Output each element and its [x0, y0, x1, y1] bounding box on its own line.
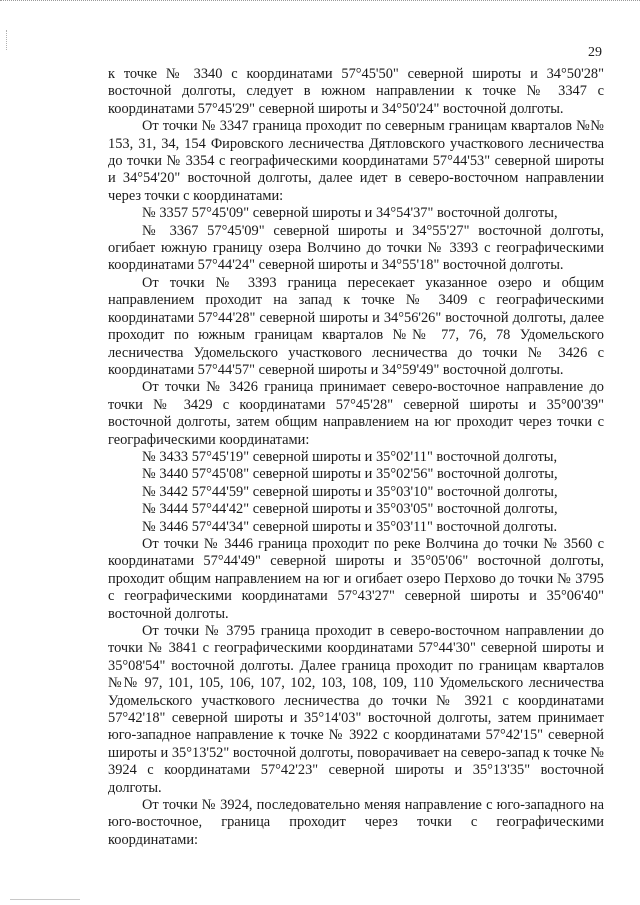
scan-left-mark — [6, 30, 8, 50]
paragraph: От точки № 3393 граница пересекает указанное озеро и общим направлением проходит на запад к точке № 3409 с географическими координатами 57°44'28" северной широты и 34°56'26" восточной долготы, далее проходит по южным границам кварталов №№ 77, 76, 78 Удомельского лесничества Удомельского участкового лесничества до точки № 3426 с координатами 57°44'57" северной широты и 34°59'49" восточной долготы. — [108, 274, 604, 378]
scan-bottom-mark — [10, 899, 80, 901]
paragraph: От точки № 3795 граница проходит в северо-восточном направлении до точки № 3841 с географическими координатами 57°44'30" северной широты и 35°08'54" восточной долготы. Далее граница проходит по границам кварталов №№ 97, 101, 105, 106, 107, 102, 103, 108, 109, 110 Удомельского лесничества Удомельского участкового лесничества до точки № 3921 с координатами 57°42'18" северной широты и 35°14'03" восточной долготы, затем принимает юго-западное направление к точке № 3922 с координатами 57°42'15" северной широты и 35°13'52" восточной долготы, поворачивает на северо-запад к точке № 3924 с координатами 57°42'23" северной широты и 35°13'35" восточной долготы. — [108, 623, 604, 796]
scan-top-edge — [0, 0, 640, 11]
paragraph: От точки № 3426 граница принимает северо-восточное направление до точки № 3429 с координатами 57°45'28" северной широты и 35°00'39" восточной долготы, затем общим направлением на юг проходит через точки с географическими координатами: — [108, 379, 604, 448]
coordinate-line: № 3444 57°44'42" северной широты и 35°03'05" восточной долготы, — [142, 501, 558, 518]
paragraph: к точке № 3340 с координатами 57°45'50" северной широты и 34°50'28" восточной долготы, следует в южном направлении к точке № 3347 с координатами 57°45'29" северной широты и 34°50'24" восточной долготы. — [108, 66, 604, 117]
paragraph: От точки № 3924, последовательно меняя направление с юго-западного на юго-восточное, граница проходит через точки с географическими координатами: — [108, 797, 604, 848]
coordinate-line: № 3433 57°45'19" северной широты и 35°02'11" восточной долготы, — [142, 448, 558, 465]
coordinate-line: № 3442 57°44'59" северной широты и 35°03'10" восточной долготы, — [142, 483, 558, 500]
paragraph: От точки № 3347 граница проходит по северным границам кварталов №№ 153, 31, 34, 154 Фировского лесничества Дятловского участкового лесничества до точки № 3354 с географическими координатами 57°44'53" северной широты и 34°54'20" восточной долготы, далее идет в северо-восточном направлении через точки с координатами: — [108, 118, 604, 204]
coordinate-line: № 3357 57°45'09" северной широты и 34°54'37" восточной долготы, — [142, 205, 558, 222]
document-body — [108, 66, 604, 849]
paragraph: От точки № 3446 граница проходит по реке Волчина до точки № 3560 с координатами 57°44'49" северной широты и 35°05'06" восточной долготы, проходит общим направлением на юг и огибает озеро Перхово до точки № 3795 с географическими координатами 57°43'27" северной широты и 35°06'40" восточной долготы. — [108, 535, 604, 622]
paragraph: № 3367 57°45'09" северной широты и 34°55'27" восточной долготы, огибает южную границу озера Волчино до точки № 3393 с географическими координатами 57°44'24" северной широты и 34°55'18" восточной долготы. — [108, 222, 604, 274]
coordinate-line: № 3446 57°44'34" северной широты и 35°03'11" восточной долготы. — [142, 518, 558, 535]
page-number: 29 — [588, 45, 602, 60]
coordinate-line: № 3440 57°45'08" северной широты и 35°02'56" восточной долготы, — [142, 466, 558, 483]
